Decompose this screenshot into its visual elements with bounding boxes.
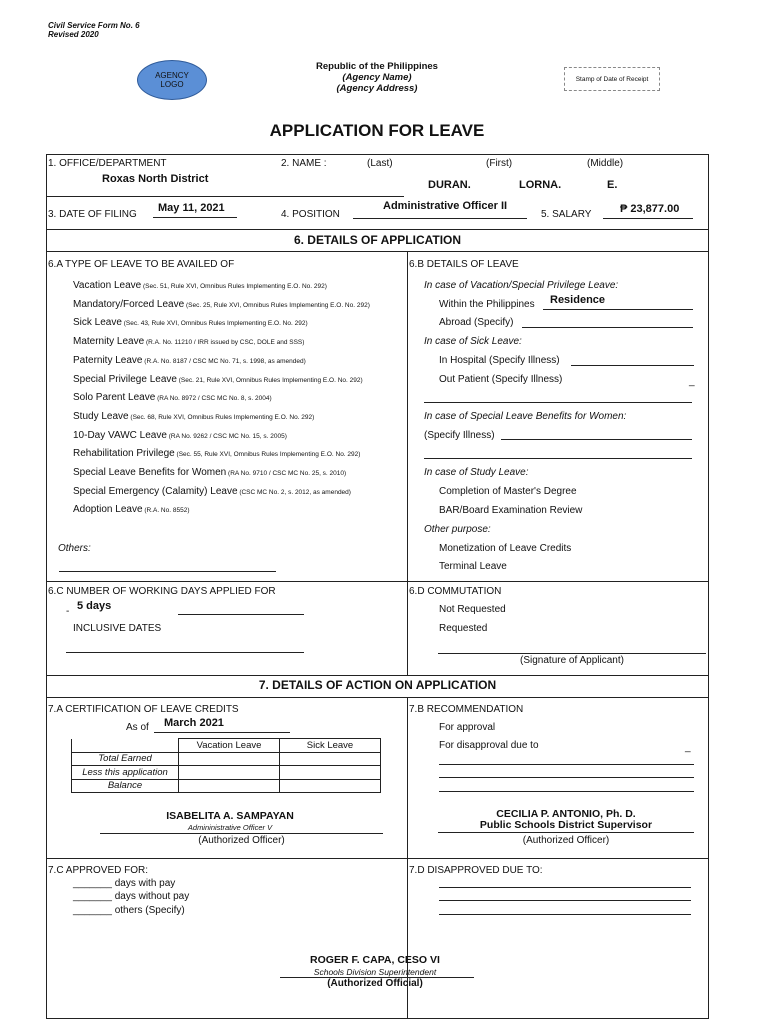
leave-type-name: Sick Leave: [73, 317, 122, 329]
leave-type-item[interactable]: [73, 448, 360, 459]
leave-type-reference: (RA No. 8972 / CSC MC No. 8, s. 2004): [155, 395, 272, 403]
leave-type-reference: (Sec. 21, Rule XVI, Omnibus Rules Implementing E.O. No. 292): [176, 376, 363, 384]
name-label: 2. NAME :: [281, 158, 327, 169]
table-row-label: Total Earned: [72, 752, 179, 766]
not-requested-label: Not Requested: [439, 604, 506, 615]
leave-type-reference: (R.A. No. 8187 / CSC MC No. 71, s. 1998, as amended): [142, 357, 306, 365]
days-without-pay[interactable]: _______ days without pay: [73, 891, 190, 902]
leave-type-item[interactable]: [73, 280, 327, 291]
table-row-label: Balance: [72, 779, 179, 793]
authorized-official-role: (Authorized Official): [327, 978, 423, 989]
section6c-title: 6.C NUMBER OF WORKING DAYS APPLIED FOR: [48, 586, 276, 597]
last-name-label: (Last): [367, 158, 393, 169]
leave-type-item[interactable]: [73, 504, 189, 515]
leave-type-item[interactable]: [73, 355, 306, 366]
table-cell[interactable]: [280, 752, 381, 766]
leave-type-name: Rehabilitation Privilege: [73, 448, 175, 460]
leave-type-reference: (Sec. 55, Rule XVI, Omnibus Rules Implementing E.O. No. 292): [174, 451, 361, 459]
women-illness-label: (Specify Illness): [424, 430, 495, 441]
section7a-title: 7.A CERTIFICATION OF LEAVE CREDITS: [48, 704, 239, 715]
office-label: 1. OFFICE/DEPARTMENT: [48, 158, 167, 169]
masters-label: Completion of Master's Degree: [439, 486, 577, 497]
leave-type-name: Paternity Leave: [73, 354, 143, 366]
leave-type-reference: (R.A. No. 11210 / IRR issued by CSC, DOLE and SSS): [144, 339, 305, 347]
section6b-title: 6.B DETAILS OF LEAVE: [409, 259, 519, 270]
last-name-value[interactable]: DURAN.: [428, 179, 471, 191]
leave-type-name: Solo Parent Leave: [73, 392, 156, 404]
section7c-title: 7.C APPROVED FOR:: [48, 865, 149, 876]
leave-type-item[interactable]: [73, 317, 308, 328]
supervisor-role: (Authorized Officer): [522, 835, 610, 846]
leave-type-name: Special Privilege Leave: [73, 373, 177, 385]
leave-type-reference: (RA No. 9262 / CSC MC No. 15, s. 2005): [166, 432, 287, 440]
table-cell[interactable]: [179, 766, 280, 780]
other-purpose-heading: Other purpose:: [424, 524, 491, 535]
days-with-pay[interactable]: _______ days with pay: [73, 878, 176, 889]
section7b-title: 7.B RECOMMENDATION: [409, 704, 524, 715]
middle-name-label: (Middle): [587, 158, 624, 169]
leave-type-item[interactable]: [73, 374, 363, 385]
agency-address: (Agency Address): [336, 83, 418, 94]
leave-type-name: Mandatory/Forced Leave: [73, 298, 185, 310]
section7-title: 7. DETAILS OF ACTION ON APPLICATION: [258, 678, 497, 692]
abroad-label: Abroad (Specify): [439, 317, 514, 328]
first-name-label: (First): [486, 158, 513, 169]
vacation-heading: In case of Vacation/Special Privilege Leave:: [424, 280, 619, 291]
working-days-value[interactable]: 5 days: [77, 600, 112, 612]
leave-type-item[interactable]: [73, 486, 351, 497]
agency-logo: AGENCY LOGO: [137, 60, 207, 100]
supervisor-title: Public Schools District Supervisor: [479, 819, 653, 831]
form-title: APPLICATION FOR LEAVE: [269, 121, 485, 140]
supervisor-name: CECILIA P. ANTONIO, Ph. D.: [496, 808, 636, 820]
vacation-leave-header: Vacation Leave: [179, 739, 280, 753]
section6a-title: 6.A TYPE OF LEAVE TO BE AVAILED OF: [48, 259, 235, 270]
leave-type-name: Special Emergency (Calamity) Leave: [73, 485, 238, 497]
leave-type-item[interactable]: [73, 392, 272, 403]
salary-value[interactable]: ₱ 23,877.00: [620, 203, 680, 215]
monetization-label: Monetization of Leave Credits: [439, 543, 572, 554]
outpatient-label: Out Patient (Specify Illness): [439, 374, 563, 385]
for-disapproval-label: For disapproval due to: [439, 740, 539, 751]
leave-credits-table: [71, 738, 381, 793]
salary-label: 5. SALARY: [541, 209, 592, 220]
inclusive-dates-label: INCLUSIVE DATES: [73, 623, 162, 634]
as-of-label: As of: [126, 722, 149, 733]
study-heading: In case of Study Leave:: [424, 467, 529, 478]
leave-type-name: Study Leave: [73, 410, 129, 422]
for-approval-label: For approval: [439, 722, 496, 733]
leave-type-reference: (Sec. 51, Rule XVI, Omnibus Rules Implementing E.O. No. 292): [141, 283, 327, 290]
hospital-label: In Hospital (Specify Illness): [439, 355, 560, 366]
date-filing-label: 3. DATE OF FILING: [48, 209, 137, 220]
leave-type-reference: (Sec. 43, Rule XVI, Omnibus Rules Implementing E.O. No. 292): [121, 320, 308, 328]
requested-label: Requested: [439, 623, 488, 634]
middle-name-value[interactable]: E.: [607, 179, 618, 191]
certifying-officer-role: (Authorized Officer): [198, 835, 285, 846]
form-number: Civil Service Form No. 6: [48, 21, 140, 30]
table-row-label: Less this application: [72, 766, 179, 780]
agency-name: (Agency Name): [342, 72, 412, 83]
leave-type-reference: (Sec. 68, Rule XVI, Omnibus Rules Implementing E.O. No. 292): [128, 413, 315, 421]
women-heading: In case of Special Leave Benefits for Women:: [424, 411, 627, 422]
sick-heading: In case of Sick Leave:: [424, 336, 522, 347]
bar-review-label: BAR/Board Examination Review: [439, 505, 583, 516]
section6-title: 6. DETAILS OF APPLICATION: [293, 233, 462, 247]
leave-type-item[interactable]: [73, 299, 370, 310]
position-label: 4. POSITION: [281, 209, 340, 220]
leave-type-reference: (CSC MC No. 2, s. 2012, as amended): [237, 488, 351, 496]
authorized-official-title: Schools Division Superintendent: [313, 967, 437, 977]
leave-type-reference: (Sec. 25, Rule XVI, Omnibus Rules Implementing E.O. No. 292): [184, 301, 370, 309]
table-cell[interactable]: [280, 779, 381, 793]
as-of-value[interactable]: March 2021: [164, 717, 224, 729]
date-filing-value[interactable]: May 11, 2021: [158, 202, 225, 214]
first-name-value[interactable]: LORNA.: [519, 179, 562, 191]
leave-type-reference: (RA No. 9710 / CSC MC No. 25, s. 2010): [226, 470, 347, 477]
leave-type-item[interactable]: [73, 467, 346, 478]
office-value[interactable]: Roxas North District: [102, 173, 209, 185]
certifying-officer-name: ISABELITA A. SAMPAYAN: [166, 810, 294, 822]
section7d-title: 7.D DISAPPROVED DUE TO:: [409, 865, 543, 876]
leave-type-name: Maternity Leave: [73, 336, 145, 348]
terminal-leave-label: Terminal Leave: [439, 561, 507, 572]
table-cell[interactable]: [280, 766, 381, 780]
within-ph-label: Within the Philippines: [439, 299, 535, 310]
form-revision: Revised 2020: [48, 30, 99, 39]
leave-type-item[interactable]: [73, 430, 287, 441]
table-cell[interactable]: [179, 779, 280, 793]
section6d-title: 6.D COMMUTATION: [409, 586, 502, 597]
receipt-stamp-box: Stamp of Date of Receipt: [564, 67, 660, 91]
within-ph-value[interactable]: Residence: [550, 294, 606, 306]
certifying-officer-title: Admininistrative Officer V: [187, 823, 273, 832]
leave-type-name: Vacation Leave: [73, 280, 142, 291]
leave-type-item[interactable]: [73, 336, 304, 347]
others-label: Others:: [58, 543, 91, 554]
leave-type-name: Adoption Leave: [73, 504, 143, 516]
applicant-signature-label: (Signature of Applicant): [520, 655, 624, 666]
republic-header: Republic of the Philippines: [316, 61, 438, 72]
others-specify[interactable]: _______ others (Specify): [73, 905, 185, 916]
leave-type-reference: (R.A. No. 8552): [142, 507, 190, 515]
position-value[interactable]: Administrative Officer II: [383, 200, 508, 212]
table-cell[interactable]: [179, 752, 280, 766]
leave-type-name: 10-Day VAWC Leave: [73, 429, 167, 441]
sick-leave-header: Sick Leave: [280, 739, 381, 753]
leave-type-name: Special Leave Benefits for Women: [73, 467, 227, 478]
authorized-official-name: ROGER F. CAPA, CESO VI: [310, 954, 440, 966]
leave-type-item[interactable]: [73, 411, 314, 422]
